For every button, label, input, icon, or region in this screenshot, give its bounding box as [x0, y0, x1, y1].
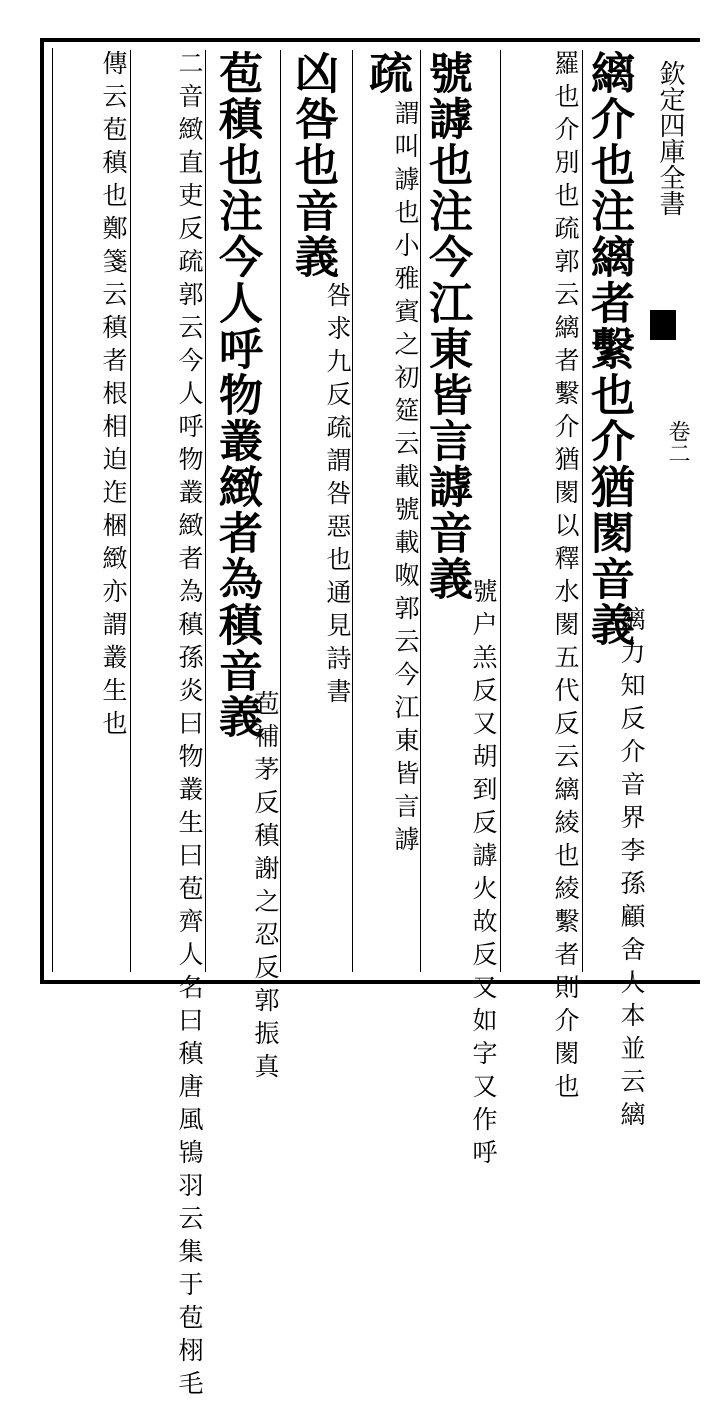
annotation-4 — [356, 100, 420, 859]
annotation-text: 縭力知反介音界李孫顧舍人本並云縭 — [617, 606, 646, 1134]
annotation-text: 號户羔反又胡到反謼火故反又如字又作呼 — [469, 578, 498, 1172]
annotation-1 — [617, 606, 646, 1134]
book-title: 欽定四庫全書 — [655, 60, 685, 216]
text-column-8 — [58, 50, 128, 743]
main-text: 苞稹也注今人呼物叢緻者為稹音義 — [211, 50, 262, 740]
annotation-3 — [430, 578, 498, 1172]
column-rule — [280, 50, 281, 972]
text-column-5 — [287, 50, 338, 280]
text-column-3 — [421, 50, 472, 602]
column-rule — [352, 50, 353, 972]
text-column-7 — [136, 50, 204, 1403]
main-text: 縭介也注縭者繫也介猶閡音義 — [583, 50, 634, 648]
text-column-2 — [508, 50, 580, 1106]
main-text: 疏 — [361, 50, 412, 96]
annotation-text: 咎求九反疏謂咎惡也通見詩書 — [323, 282, 352, 711]
annotation-text: 傳云苞稹也鄭箋云稹者根相迫迮梱緻亦謂叢生也 — [99, 50, 128, 743]
main-text: 號謼也注今江東皆言謼音義 — [421, 50, 472, 602]
annotation-text: 羅也介別也疏郭云縭者繫介猶閡以釋水閡五代反云縭綾也綾繫者則介閡也 — [551, 50, 580, 1106]
fish-tail-mark — [650, 310, 676, 340]
juan-label: 卷二 — [665, 420, 690, 464]
column-rule — [130, 50, 131, 972]
inner-border — [52, 48, 53, 972]
text-column-1 — [583, 50, 634, 648]
annotation-text: 謂叫謼也小雅賓之初筵云載號載呶郭云今江東皆言謼 — [391, 100, 420, 859]
annotation-6 — [212, 690, 280, 1086]
column-rule — [205, 50, 206, 972]
column-rule — [500, 50, 501, 972]
main-text: 凶咎也音義 — [287, 50, 338, 280]
annotation-text: 苞補茅反稹謝之忍反郭振真 — [251, 690, 280, 1086]
annotation-text: 二音緻直吏反疏郭云今人呼物叢緻者為稹孫炎曰物叢生曰苞齊人名曰稹唐風鴇羽云集于苞栩毛 — [175, 50, 204, 1403]
annotation-5 — [286, 282, 352, 711]
text-column-4 — [361, 50, 412, 96]
text-column-6 — [211, 50, 262, 740]
